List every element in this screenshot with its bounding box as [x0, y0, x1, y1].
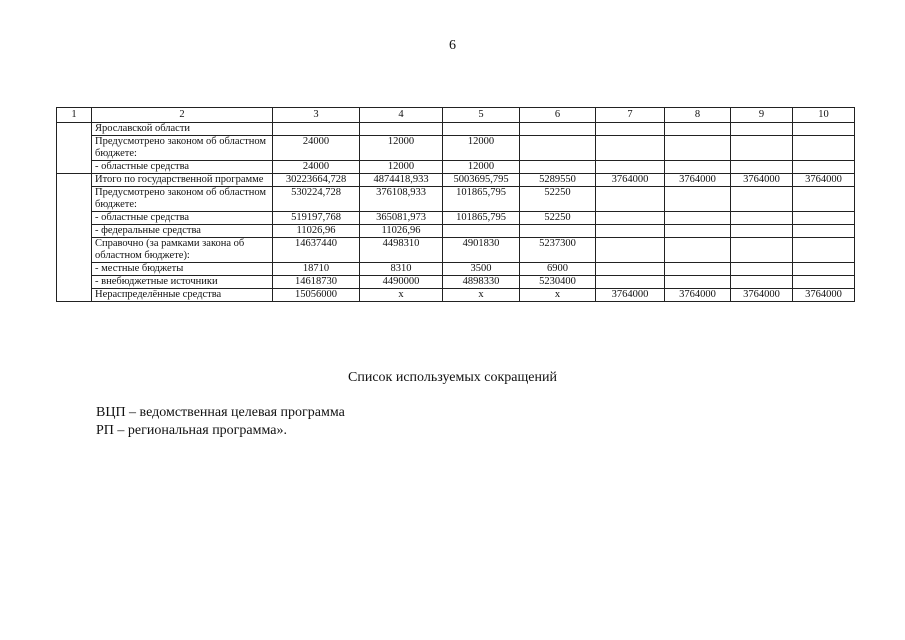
table-cell: [273, 123, 360, 136]
row-label: - внебюджетные источники: [92, 276, 273, 289]
table-cell: [520, 161, 596, 174]
table-row: [57, 263, 855, 276]
table-cell: 4490000: [360, 276, 443, 289]
table-cell: 12000: [443, 136, 520, 161]
table-cell: [731, 263, 793, 276]
column-header: 4: [360, 108, 443, 123]
table-cell: [665, 136, 731, 161]
table-cell: [793, 123, 855, 136]
table-cell: 5003695,795: [443, 174, 520, 187]
table-cell: 12000: [360, 136, 443, 161]
table-row: [57, 187, 855, 212]
table-cell: 4901830: [443, 238, 520, 263]
table-header-row: [57, 108, 855, 123]
abbreviation-vcp: ВЦП – ведомственная целевая программа: [96, 405, 345, 420]
table-cell: [57, 123, 92, 174]
column-header: 1: [57, 108, 92, 123]
table-cell: 3500: [443, 263, 520, 276]
abbreviation-rp: РП – региональная программа».: [96, 423, 287, 438]
table-cell: [596, 276, 665, 289]
row-label: Предусмотрено законом об областном бюджете:: [92, 136, 273, 161]
table-cell: 5289550: [520, 174, 596, 187]
page-number: 6: [449, 38, 456, 53]
table-cell: 3764000: [665, 174, 731, 187]
table-cell: [731, 187, 793, 212]
table-cell: [443, 225, 520, 238]
table-cell: [596, 263, 665, 276]
table-cell: 3764000: [793, 174, 855, 187]
table-cell: 5237300: [520, 238, 596, 263]
table-cell: 365081,973: [360, 212, 443, 225]
table-cell: 5230400: [520, 276, 596, 289]
table-cell: [665, 123, 731, 136]
table-cell: [731, 123, 793, 136]
column-header: 7: [596, 108, 665, 123]
table-cell: [793, 212, 855, 225]
table-cell: [665, 263, 731, 276]
table-cell: [793, 161, 855, 174]
table-row: [57, 225, 855, 238]
table-cell: [520, 136, 596, 161]
row-label: - федеральные средства: [92, 225, 273, 238]
row-label: - областные средства: [92, 161, 273, 174]
row-label: Итого по государственной программе: [92, 174, 273, 187]
table-cell: [596, 238, 665, 263]
budget-table: [56, 107, 855, 302]
table-row: [57, 212, 855, 225]
table-cell: 101865,795: [443, 212, 520, 225]
table-cell: 101865,795: [443, 187, 520, 212]
table-cell: 52250: [520, 187, 596, 212]
table-cell: [596, 123, 665, 136]
table-cell: 4498310: [360, 238, 443, 263]
row-label: - местные бюджеты: [92, 263, 273, 276]
table-cell: [665, 225, 731, 238]
table-row: [57, 174, 855, 187]
table-cell: [360, 123, 443, 136]
table-cell: [596, 136, 665, 161]
table-cell: [793, 238, 855, 263]
column-header: 5: [443, 108, 520, 123]
row-label: Нераспределённые средства: [92, 289, 273, 302]
table-row: [57, 123, 855, 136]
table-cell: 376108,933: [360, 187, 443, 212]
table-cell: [731, 225, 793, 238]
table-cell: 24000: [273, 161, 360, 174]
row-label: Предусмотрено законом об областном бюджете:: [92, 187, 273, 212]
column-header: 9: [731, 108, 793, 123]
table-cell: [596, 187, 665, 212]
column-header: 8: [665, 108, 731, 123]
table-cell: [731, 212, 793, 225]
table-cell: 24000: [273, 136, 360, 161]
table-cell: 3764000: [665, 289, 731, 302]
column-header: 3: [273, 108, 360, 123]
table-cell: 14637440: [273, 238, 360, 263]
table-cell: [443, 123, 520, 136]
table-cell: [793, 136, 855, 161]
table-cell: [665, 187, 731, 212]
table-cell: 11026,96: [273, 225, 360, 238]
table-row: [57, 136, 855, 161]
table-cell: 11026,96: [360, 225, 443, 238]
row-label: Справочно (за рамками закона об областном бюджете):: [92, 238, 273, 263]
table-cell: 12000: [443, 161, 520, 174]
table-cell: [520, 225, 596, 238]
table-cell: [793, 263, 855, 276]
table-cell: 3764000: [596, 289, 665, 302]
table-cell: [665, 212, 731, 225]
table-cell: 4898330: [443, 276, 520, 289]
table-cell: [793, 276, 855, 289]
column-header: 6: [520, 108, 596, 123]
column-header: 10: [793, 108, 855, 123]
table-row: [57, 276, 855, 289]
table-cell: 14618730: [273, 276, 360, 289]
abbreviations-heading: Список используемых сокращений: [348, 370, 557, 385]
table-cell: [793, 225, 855, 238]
row-label: - областные средства: [92, 212, 273, 225]
table-cell: х: [360, 289, 443, 302]
table-row: [57, 289, 855, 302]
table-cell: [665, 238, 731, 263]
table-cell: 3764000: [731, 289, 793, 302]
table-cell: 18710: [273, 263, 360, 276]
table-cell: 52250: [520, 212, 596, 225]
table-cell: 530224,728: [273, 187, 360, 212]
table-cell: [665, 161, 731, 174]
column-header: 2: [92, 108, 273, 123]
table-cell: 12000: [360, 161, 443, 174]
table-cell: [596, 212, 665, 225]
table-cell: [596, 225, 665, 238]
table-cell: [731, 161, 793, 174]
table-cell: 8310: [360, 263, 443, 276]
table-cell: [57, 174, 92, 302]
table-cell: х: [443, 289, 520, 302]
table-cell: 3764000: [731, 174, 793, 187]
table-cell: 4874418,933: [360, 174, 443, 187]
row-label: Ярославской области: [92, 123, 273, 136]
table-cell: [731, 276, 793, 289]
table-cell: 519197,768: [273, 212, 360, 225]
table-cell: [731, 136, 793, 161]
table-cell: 15056000: [273, 289, 360, 302]
table-cell: х: [520, 289, 596, 302]
table-cell: [596, 161, 665, 174]
table-cell: 30223664,728: [273, 174, 360, 187]
table-cell: [665, 276, 731, 289]
table-row: [57, 161, 855, 174]
table-cell: [793, 187, 855, 212]
table-cell: 3764000: [596, 174, 665, 187]
table-cell: 6900: [520, 263, 596, 276]
table-cell: [731, 238, 793, 263]
table-cell: [520, 123, 596, 136]
table-cell: 3764000: [793, 289, 855, 302]
table-row: [57, 238, 855, 263]
